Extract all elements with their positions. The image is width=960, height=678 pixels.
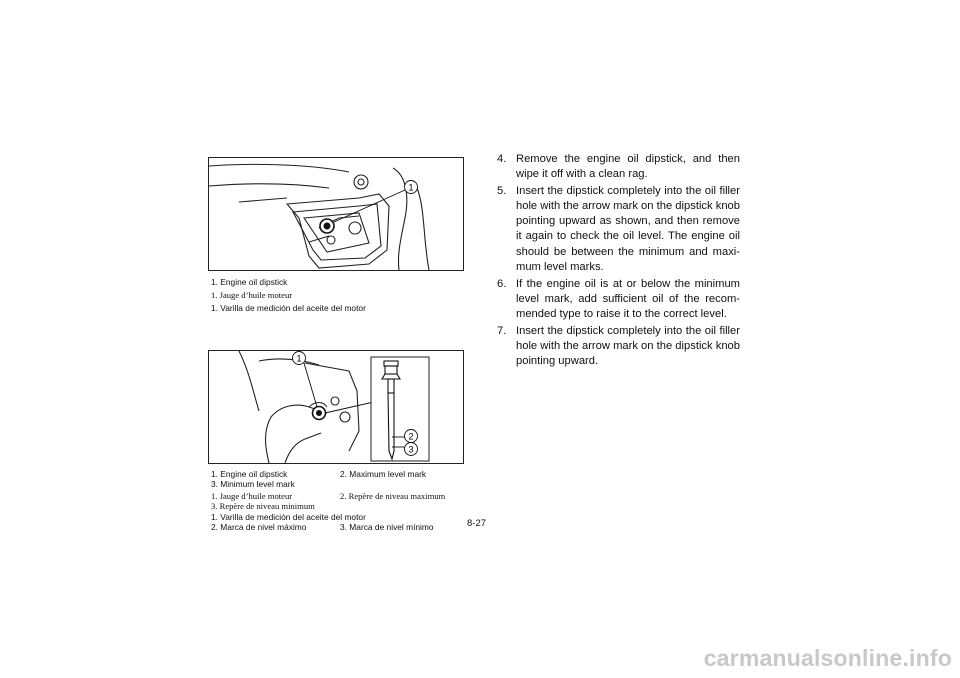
caption-fr-1: 1. Jauge d’huile moteur bbox=[211, 491, 293, 501]
figure-dipstick-level-marks bbox=[208, 350, 464, 464]
caption-es-3: 3. Marca de nivel mínimo bbox=[340, 522, 434, 532]
engine-illustration bbox=[209, 158, 463, 270]
figure-engine-oil-dipstick-location bbox=[208, 157, 464, 271]
callout-3: 3 bbox=[408, 444, 414, 455]
caption-en: 1. Engine oil dipstick bbox=[211, 277, 288, 287]
step-text: If the engine oil is at or below the minimum level mark, add sufficient oil of the recom-mended type to raise it to the correct level. bbox=[516, 277, 740, 320]
caption-fr-2: 2. Repère de niveau maximum bbox=[340, 491, 446, 501]
caption-en-1: 1. Engine oil dipstick bbox=[211, 469, 288, 479]
dipstick-illustration bbox=[209, 351, 463, 463]
step-number: 7. bbox=[497, 325, 507, 338]
dipstick-knob bbox=[313, 407, 326, 420]
step-number: 4. bbox=[497, 153, 507, 165]
caption-fr: 1. Jauge d’huile moteur bbox=[211, 290, 293, 300]
caption-en-2: 2. Maximum level mark bbox=[340, 469, 427, 479]
callout-1: 1 bbox=[296, 353, 302, 364]
callout-1: 1 bbox=[408, 182, 414, 193]
step-5 bbox=[497, 184, 740, 275]
step-number: 6. bbox=[497, 277, 507, 290]
step-text: Insert the dipstick completely into the oil filler hole with the arrow mark on the dipstick knob pointing upward. bbox=[516, 325, 740, 368]
watermark: carmanualsonline.info bbox=[703, 645, 952, 671]
callout-2: 2 bbox=[408, 431, 414, 442]
dipstick-knob bbox=[320, 219, 334, 233]
step-text: Insert the dipstick completely into the oil filler hole with the arrow mark on the dipstick knob pointing upward as shown, and then remove it again to check the oil level. The engine oil should be between the minimum and maxi-mum level marks. bbox=[516, 185, 740, 273]
step-6 bbox=[497, 277, 740, 322]
caption-fr-3: 3. Repère de niveau minimum bbox=[211, 501, 315, 511]
caption-es-1: 1. Varilla de medición del aceite del motor bbox=[211, 512, 366, 522]
caption-en-3: 3. Minimum level mark bbox=[211, 479, 295, 489]
page-number: 8-27 bbox=[467, 518, 487, 529]
step-text: Remove the engine oil dipstick, and then wipe it off with a clean rag. bbox=[516, 153, 740, 181]
caption-es: 1. Varilla de medición del aceite del motor bbox=[211, 303, 366, 313]
caption-es-2: 2. Marca de nivel máximo bbox=[211, 522, 307, 532]
step-4 bbox=[497, 152, 740, 182]
step-number: 5. bbox=[497, 185, 507, 198]
step-7 bbox=[497, 324, 740, 369]
procedure-steps bbox=[497, 152, 740, 371]
